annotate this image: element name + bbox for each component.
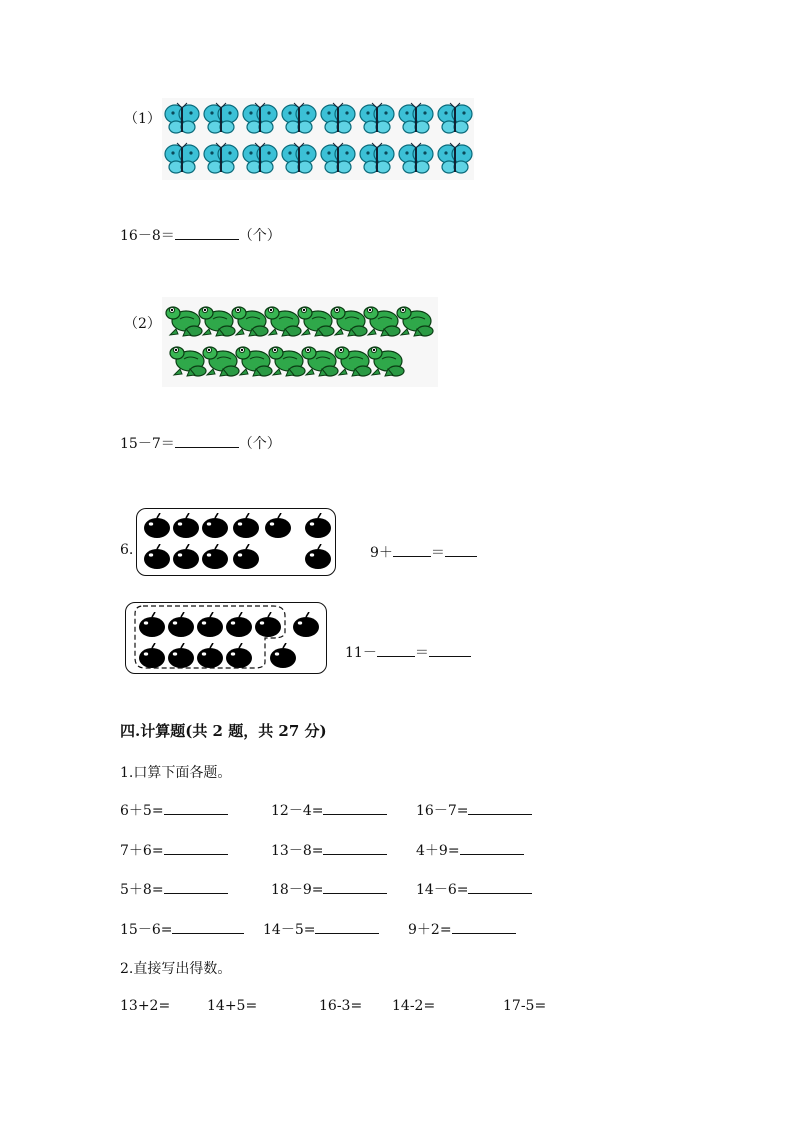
apple-icon [143,513,171,539]
equation-text: 5＋8= [120,882,164,898]
butterfly-icon [320,142,356,176]
answer-blank[interactable] [323,840,387,855]
question-2-equation [120,433,281,453]
mental-math-item [271,879,387,899]
apple-icon [172,513,200,539]
answer-blank[interactable] [393,542,431,557]
sub-question-1-title: 1.口算下面各题。 [120,765,232,781]
question-6-label: 6. [120,542,134,558]
answer-blank[interactable] [445,542,477,557]
butterfly-icon [242,142,278,176]
mental-math-item [120,840,228,860]
apple-icon [304,513,332,539]
equation-text: 15－6= [120,922,173,938]
butterfly-icon [164,142,200,176]
mental-math-item [120,919,244,939]
equation-text: 18－9= [271,882,324,898]
equation-text: 16－8＝ [120,228,175,244]
answer-blank[interactable] [172,919,244,934]
equation-text: 9＋2= [408,922,452,938]
equation-text: 4＋9= [416,843,460,859]
answer-blank[interactable] [429,642,471,657]
butterfly-icon [359,142,395,176]
question-2-label: （2） [124,316,161,332]
answer-blank[interactable] [175,433,239,448]
mental-math-item [271,840,387,860]
question-6-equation-a [370,542,477,562]
apple-box-2 [125,602,327,674]
question-1-label: （1） [124,111,161,127]
butterfly-icon [320,102,356,136]
question-6-equation-b [345,642,471,662]
equation-text: 6＋5= [120,803,164,819]
butterfly-icon [164,102,200,136]
equation-text: 13－8= [271,843,324,859]
frogs-picture [162,297,438,387]
apple-icon [143,544,171,570]
equals-sign: ＝ [414,645,429,661]
mental-math-item [416,840,524,860]
butterfly-icon [437,102,473,136]
apple-icon [201,544,229,570]
sub-question-2-title: 2.直接写出得数。 [120,961,232,977]
apple-icon [201,513,229,539]
butterfly-icon [281,142,317,176]
answer-blank[interactable] [323,800,387,815]
dashed-grouping-outline [125,602,325,672]
equation-text: 15－7＝ [120,436,175,452]
apple-icon [264,513,292,539]
butterfly-icon [203,102,239,136]
butterfly-icon [281,102,317,136]
answer-blank[interactable] [164,879,228,894]
direct-answer-item: 14+5= [207,998,258,1014]
answer-blank[interactable] [175,225,239,240]
apple-icon [172,544,200,570]
butterfly-icon [398,142,434,176]
mental-math-item [408,919,516,939]
direct-answer-item: 17-5= [503,998,547,1014]
mental-math-item [416,879,532,899]
answer-blank[interactable] [377,642,415,657]
question-1-equation [120,225,281,245]
apple-icon [304,544,332,570]
answer-blank[interactable] [468,879,532,894]
answer-blank[interactable] [315,919,379,934]
mental-math-item [416,800,532,820]
butterfly-icon [242,102,278,136]
equation-text: 7＋6= [120,843,164,859]
equation-text: 9＋ [370,545,393,561]
direct-answer-item: 16-3= [319,998,363,1014]
apple-icon [232,544,260,570]
answer-blank[interactable] [323,879,387,894]
direct-answer-item: 14-2= [392,998,436,1014]
butterfly-icon [203,142,239,176]
apple-box-1 [136,508,336,576]
butterfly-icon [398,102,434,136]
mental-math-item [120,879,228,899]
answer-blank[interactable] [452,919,516,934]
direct-answer-item: 13+2= [120,998,171,1014]
unit-text: （个） [238,436,281,452]
equation-text: 16－7= [416,803,469,819]
mental-math-item [120,800,228,820]
equation-text: 12－4= [271,803,324,819]
apple-icon [232,513,260,539]
answer-blank[interactable] [460,840,524,855]
butterfly-icon [437,142,473,176]
butterfly-icon [359,102,395,136]
mental-math-item [271,800,387,820]
frog-icon [366,341,406,379]
answer-blank[interactable] [164,840,228,855]
frog-icon [395,301,435,339]
section-title: 四.计算题(共 2 题，共 27 分) [120,722,327,740]
butterflies-picture [162,98,474,180]
unit-text: （个） [238,228,281,244]
equation-text: 11－ [345,645,377,661]
equation-text: 14－6= [416,882,469,898]
answer-blank[interactable] [468,800,532,815]
equals-sign: ＝ [430,545,445,561]
answer-blank[interactable] [164,800,228,815]
equation-text: 14－5= [263,922,316,938]
mental-math-item [263,919,379,939]
